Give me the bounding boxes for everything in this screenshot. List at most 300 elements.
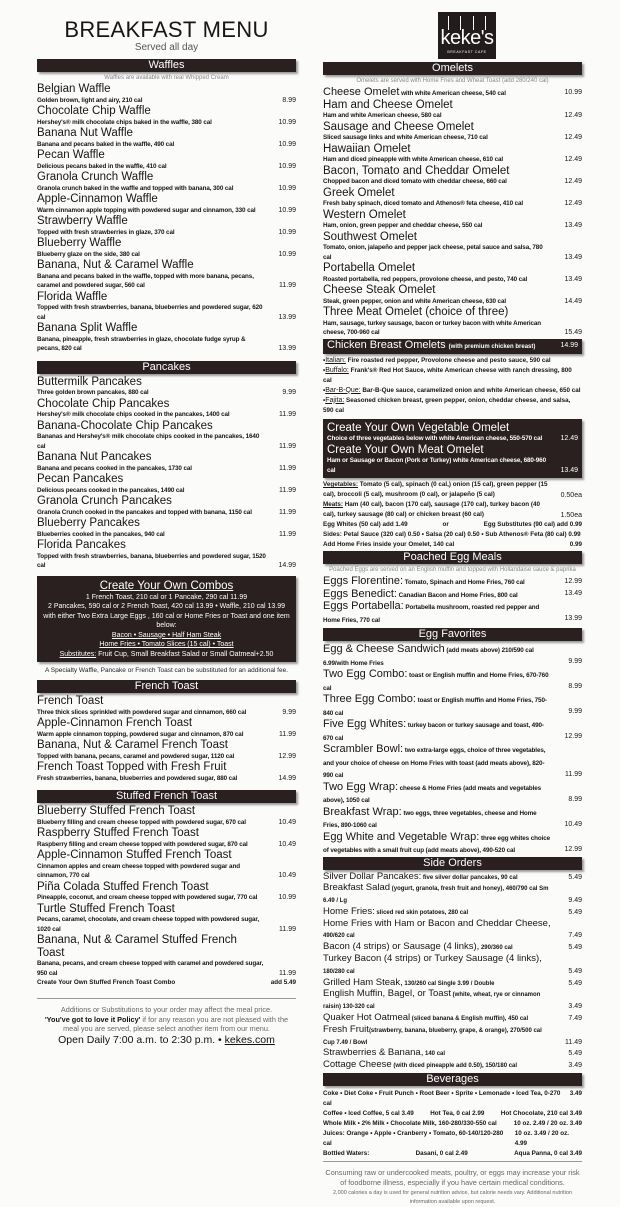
section-header-stuffed: Stuffed French Toast <box>37 790 296 803</box>
item-name: Hawaiian Omelet <box>323 142 411 155</box>
item-price: 11.99 <box>279 486 296 494</box>
item-price: 11.99 <box>565 770 582 778</box>
item-description: (yogurt, granola, fresh fruit and honey), 460/790 cal Sm 6.49 / Lg <box>323 886 549 905</box>
section-header-poached: Poached Egg Meals <box>323 551 582 564</box>
page-title: BREAKFAST MENU <box>64 17 269 42</box>
chicken-subtitle: (with premium chicken breast) <box>448 343 536 350</box>
item-price: 14.49 <box>564 297 582 305</box>
item-price: 13.99 <box>278 345 296 352</box>
menu-item <box>37 376 296 398</box>
item-name: Banana Nut Waffle <box>37 127 133 139</box>
item-name: Cottage Cheese <box>323 1059 392 1071</box>
option-desc: Fire roasted red pepper, Provolone cheese and pesto sauce, 590 cal <box>345 356 551 364</box>
addon-text: Ham (40 cal), bacon (170 cal), sausage (170 cal), turkey bacon (40 cal), turkey sausage (80 cal) or chicken breast (60 cal) <box>323 501 540 518</box>
item-price: 13.49 <box>564 253 582 261</box>
chicken-omelet-option: •Bar-B-Que: Bar-B-Que sauce, caramelized onion and white American cheese, 650 cal <box>323 386 581 394</box>
item-name: Banana, Nut & Caramel Waffle <box>37 259 194 271</box>
item-name: Banana, Nut & Caramel French Toast <box>37 739 228 751</box>
item-price: 11.99 <box>279 925 296 933</box>
item-description: (add meats above) 210/590 cal 6.99/with Home Fries <box>323 647 534 667</box>
menu-item <box>37 451 296 473</box>
item-name: English Muffin, Bagel, or Toast <box>323 988 451 1000</box>
beverage-row <box>323 1149 582 1159</box>
item-price: 12.49 <box>564 200 582 207</box>
item-description: Tomato, onion, jalapeño and pepper jack cheese, petal sauce and salsa, 780 cal <box>323 244 543 261</box>
addon-price: 1.50ea <box>560 511 582 519</box>
item-name: Chocolate Chip Waffle <box>37 105 151 117</box>
menu-item <box>37 517 296 539</box>
side-item <box>323 989 582 1013</box>
item-price: 10.99 <box>278 250 296 258</box>
footer-line: Additions or Substitutions to your order may affect the meal price. <box>60 1005 273 1014</box>
menu-item <box>323 693 582 718</box>
item-name: Blueberry Stuffed French Toast <box>37 805 196 817</box>
item-price: 10.49 <box>278 840 296 848</box>
option-desc: Bar-B-Que sauce, caramelized onion and white American cheese, 650 cal <box>360 386 581 394</box>
item-price: 12.99 <box>564 577 582 585</box>
option-name: Bar-B-Que: <box>325 386 361 394</box>
item-description: two extra-large eggs, choice of three vegetables, and your choice of cheese on Home Fries with toast (add meats above), 820-990 cal <box>323 747 546 779</box>
menu-item <box>323 209 582 231</box>
stuffed-combo <box>37 978 296 988</box>
menu-item <box>37 149 296 171</box>
combo-label: Create Your Own Stuffed French Toast Combo <box>37 979 176 986</box>
addon-sides: Sides: Petal Sauce (320 cal) 0.50 • Salsa (20 cal) 0.50 • Sub Athenos® Feta (80 cal) 0.99 <box>323 531 581 538</box>
food-safety: Consuming raw or undercooked meats, poultry, or eggs may increase your risk of foodborne illness, especially if you have certain medical conditions. <box>325 1168 580 1187</box>
item-name: Eggs Benedict: <box>323 587 397 600</box>
item-description: Granola crunch baked in the waffle and topped with banana, 300 cal <box>37 184 234 192</box>
item-name: Three Egg Combo: <box>323 693 416 705</box>
section-header-waffles: Waffles <box>37 59 296 72</box>
item-name: Breakfast Wrap: <box>323 805 402 818</box>
item-price: 10.99 <box>278 140 296 148</box>
website-link[interactable]: kekes.com <box>224 1033 275 1046</box>
menu-item <box>37 717 296 739</box>
item-description: Bananas and Hershey's® milk chocolate chips cooked in the pancakes, 1640 cal <box>37 433 260 450</box>
beverage-cell: Juices: Orange • Apple • Cranberry • Tomato, 60-140/120-280 cal <box>323 1130 504 1148</box>
item-price: 11.49 <box>565 1038 582 1046</box>
item-description: Delicious pecans baked in the waffle, 410 cal <box>37 162 167 170</box>
item-price: 5.49 <box>568 1050 582 1058</box>
menu-item <box>37 420 296 452</box>
item-price: 10.49 <box>278 872 296 879</box>
create-omelet-item <box>327 444 578 476</box>
menu-item <box>323 143 582 165</box>
footer-policy-text: if for any reason you are not pleased with the meal you are served, please select another item from our menu. <box>63 1014 289 1033</box>
home-fries-price: 0.99 <box>569 541 582 548</box>
item-price: 13.49 <box>564 275 582 283</box>
item-price: 12.49 <box>564 134 582 141</box>
menu-item <box>37 761 296 783</box>
item-price: 9.49 <box>568 897 582 905</box>
create-omelet-item <box>327 422 578 444</box>
item-description: Ham, sausage, turkey sausage, bacon or turkey bacon with white American cheese, 700-960 cal <box>323 319 542 336</box>
item-description: Topped with fresh strawberries, banana, blueberries and powdered sugar, 620 cal <box>37 304 263 321</box>
left-column <box>37 0 296 1047</box>
item-name: Home Fries: <box>323 905 375 917</box>
menu-item <box>37 237 296 259</box>
item-description: Roasted portabella, red peppers, provolone cheese, and pesto, 740 cal <box>323 275 528 283</box>
item-description: Topped with banana, pecans, caramel and powdered sugar, 1120 cal <box>37 752 235 760</box>
item-description: 490/620 cal <box>323 933 355 940</box>
combos-title: Create Your Own Combos <box>99 579 234 592</box>
item-description: Banana, pecans, and cream cheese topped with caramel and powdered sugar, 950 cal <box>37 960 264 977</box>
chicken-price: 14.99 <box>560 341 578 349</box>
item-name: Banana, Nut & Caramel Stuffed French Toast <box>37 934 237 959</box>
addon-label: Meats: <box>323 501 343 508</box>
section-note: Poached Eggs are served on an English muffin and topped with Hollandaise sauce & paprika <box>329 567 576 573</box>
menu-item <box>37 83 296 105</box>
menu-item <box>323 99 582 121</box>
menu-item <box>323 165 582 187</box>
item-price: 11.99 <box>279 442 296 450</box>
item-name: Florida Waffle <box>37 290 108 303</box>
item-description: Ham, onion, green pepper and cheddar cheese, 550 cal <box>323 222 483 229</box>
item-name: Grilled Ham Steak, <box>323 976 403 988</box>
item-description: 130/260 cal Single 3.99 / Double <box>402 980 495 987</box>
item-price: 7.49 <box>568 932 582 940</box>
item-price: 10.49 <box>564 820 582 828</box>
beverage-cell: Hot Chocolate, 210 cal 3.49 <box>500 1110 582 1118</box>
addon-vegetables <box>323 480 582 500</box>
item-name: Eggs Portabella: <box>323 600 404 612</box>
side-item <box>323 883 582 907</box>
item-description: Portabella mushroom, roasted red pepper and Home Fries, 770 cal <box>323 604 540 624</box>
menu-item <box>37 805 296 827</box>
kekes-logo <box>438 12 496 59</box>
item-description: Blueberry glaze on the side, 380 cal <box>37 250 140 258</box>
combos-line: with either Two Extra Large Eggs , 160 cal or Home Fries or Toast and one item below: <box>43 612 290 629</box>
option-name: Fajita: <box>325 396 345 404</box>
option-desc: Frank's® Red Hot Sauce, white American cheese with ranch dressing, 800 cal <box>323 366 572 384</box>
substitutes: Fruit Cup, Small Breakfast Salad or Small Oatmeal+2.50 <box>98 650 274 658</box>
item-price: 8.99 <box>568 795 582 803</box>
combo-price: add 5.49 <box>270 979 296 986</box>
footer-right <box>323 1168 582 1207</box>
item-price: 13.49 <box>564 222 582 229</box>
option-desc: Seasoned chicken breast, green pepper, onion, cheddar cheese, and salsa, 590 cal <box>323 396 571 414</box>
item-price: 11.99 <box>279 411 296 418</box>
item-price: 5.49 <box>568 967 582 975</box>
item-price: 12.99 <box>278 752 296 760</box>
menu-item <box>37 495 296 517</box>
item-price: 15.49 <box>564 329 582 336</box>
create-omelet-box <box>323 419 582 479</box>
menu-item <box>37 193 296 215</box>
item-price: 3.49 <box>568 1062 582 1070</box>
item-name: Three Meat Omelet (choice of three) <box>323 306 509 318</box>
item-price: 11.99 <box>279 730 296 738</box>
menu-item <box>323 575 582 588</box>
item-price: 9.99 <box>568 658 582 665</box>
item-price: 13.99 <box>278 313 296 321</box>
item-description: Banana and pecans baked in the waffle, 490 cal <box>37 140 175 148</box>
or: or <box>442 521 449 528</box>
menu-item <box>37 105 296 127</box>
item-name: Create Your Own Meat Omelet <box>327 443 484 456</box>
beverage-cell: Aqua Panna, 0 cal 3.49 <box>514 1150 582 1158</box>
section-header-omelets: Omelets <box>323 62 582 75</box>
item-description: (strawberry, banana, blueberry, grape, & orange), 270/500 cal Cup 7.49 / Bowl <box>323 1027 542 1046</box>
item-price: 10.99 <box>278 118 296 126</box>
beverage-cell: Coffee • Iced Coffee, 5 cal 3.49 <box>323 1110 414 1118</box>
item-name: Southwest Omelet <box>323 230 417 243</box>
beverage-cell: 10 oz. 3.49 / 20 oz. 4.99 <box>514 1130 570 1148</box>
chicken-title: Chicken Breast Omelets <box>327 338 446 351</box>
section-header-beverages: Beverages <box>323 1073 582 1086</box>
menu-item <box>37 215 296 237</box>
item-name: Blueberry Waffle <box>37 237 122 249</box>
item-name: Apple-Cinnamon Stuffed French Toast <box>37 849 232 861</box>
item-price: 12.99 <box>564 733 582 740</box>
item-description: Delicious pecans cooked in the pancakes, 1490 cal <box>37 486 185 494</box>
item-description: Three golden brown pancakes, 880 cal <box>37 389 149 396</box>
item-name: Strawberries & Banana, <box>323 1047 424 1059</box>
menu-item <box>323 668 582 693</box>
beverage-row <box>323 1109 582 1119</box>
item-name: Bacon, Tomato and Cheddar Omelet <box>323 164 510 177</box>
section-header-pancakes: Pancakes <box>37 361 296 374</box>
egg-whites: Egg Whites (50 cal) add 1.49 <box>323 521 408 528</box>
menu-item <box>323 781 582 806</box>
item-name: Portabella Omelet <box>323 262 416 274</box>
menu-item <box>323 743 582 781</box>
item-price: 3.49 <box>568 1003 582 1011</box>
item-description: Hershey's® milk chocolate chips cooked in the pancakes, 1400 cal <box>37 411 230 418</box>
item-description: Banana and pecans baked in the waffle, topped with more banana, pecans, caramel and powdered sugar, 560 cal <box>37 272 254 289</box>
item-description: Blueberries cooked in the pancakes, 940 cal <box>37 530 165 538</box>
calorie-note: 2,000 calories a day is used for general nutrition advice, but calorie needs vary. Additional nutrition information available upon request. <box>333 1190 572 1206</box>
addon-label: Vegetables: <box>323 481 358 488</box>
footer-left <box>37 1005 296 1047</box>
item-description: 180/280 cal <box>323 968 355 975</box>
addon-price: 0.50ea <box>560 491 582 499</box>
menu-item <box>37 291 296 323</box>
item-description: Warm cinnamon apple topping with powdered sugar and cinnamon, 330 cal <box>37 206 256 214</box>
beverage-cell: Coke • Diet Coke • Fruit Punch • Root Beer • Sprite • Lemonade • Iced Tea, 0-270 cal <box>323 1090 561 1108</box>
item-name: Western Omelet <box>323 208 406 221</box>
addon-meats <box>323 500 582 520</box>
item-name: Banana Nut Pancakes <box>37 451 152 463</box>
item-description: Warm apple cinnamon topping, powdered sugar and cinnamon, 870 cal <box>37 730 244 738</box>
menu-item <box>37 695 296 717</box>
beverage-cell: 10 oz. 2.49 / 20 oz. 3.49 <box>513 1120 582 1128</box>
item-name: Cheese Steak Omelet <box>323 284 436 296</box>
item-name: Banana-Chocolate Chip Pancakes <box>37 419 213 432</box>
item-description: Granola Crunch cooked in the pancakes and topped with banana, 1150 cal <box>37 508 252 516</box>
combos-box <box>37 576 296 663</box>
menu-item <box>323 231 582 263</box>
beverage-cell: Hot Tea, 0 cal 2.99 <box>430 1110 485 1118</box>
item-price: 10.99 <box>278 206 296 214</box>
item-name: Granola Crunch Pancakes <box>37 495 172 507</box>
item-description: (with diced pineapple add 0.50), 150/180 cal <box>391 1063 518 1070</box>
section-header-sides: Side Orders <box>323 857 582 870</box>
item-name: Turkey Bacon (4 strips) or Turkey Sausage (4 links), <box>323 953 542 965</box>
item-description: Sliced sausage links and white American cheese, 710 cal <box>323 134 488 141</box>
menu-item <box>37 539 296 571</box>
item-description: Ham and white American cheese, 580 cal <box>323 112 442 119</box>
item-price: 10.99 <box>564 88 582 96</box>
menu-item <box>323 306 582 338</box>
item-name: Chocolate Chip Pancakes <box>37 397 170 410</box>
item-description: Canadian Bacon and Home Fries, 800 cal <box>397 591 518 599</box>
item-description: Fresh strawberries, banana, blueberries and powdered sugar, 880 cal <box>37 774 238 782</box>
item-name: French Toast Topped with Fresh Fruit <box>37 761 227 773</box>
item-name: Belgian Waffle <box>37 83 111 95</box>
item-price: 14.99 <box>278 774 296 782</box>
item-name: Pecan Pancakes <box>37 473 124 485</box>
item-name: Quaker Hot Oatmeal <box>323 1012 411 1024</box>
item-name: Two Egg Wrap: <box>323 780 398 793</box>
item-price: 9.99 <box>568 708 582 715</box>
chicken-omelet-option: •Fajita: Seasoned chicken breast, green pepper, onion, cheddar cheese, and salsa, 590 cal <box>323 396 571 414</box>
menu-item <box>37 398 296 420</box>
item-description: Pecans, caramel, chocolate, and cream cheese topped with powdered sugar, 1020 cal <box>37 916 260 933</box>
item-description: three egg whites choice of vegetables with a small fruit cup (add meats above), 490-520 cal <box>323 834 551 854</box>
item-description: two eggs, three vegetables, cheese and Home Fries, 890-1060 cal <box>323 809 537 829</box>
item-price: 10.99 <box>278 184 296 192</box>
beverage-cell: Bottled Waters: <box>323 1150 370 1158</box>
menu-item <box>37 739 296 761</box>
item-price: 12.49 <box>564 156 582 163</box>
item-price: 12.49 <box>564 178 582 185</box>
item-price: 13.49 <box>560 466 578 474</box>
section-header-french_toast: French Toast <box>37 680 296 693</box>
item-name: Granola Crunch Waffle <box>37 171 154 183</box>
menu-item <box>323 262 582 284</box>
item-description: sliced red skin potatoes, 280 cal <box>374 909 469 916</box>
item-description: Cinnamon apples and cream cheese topped with powdered sugar and cinnamon, 770 cal <box>37 862 240 879</box>
item-price: 8.99 <box>568 683 582 690</box>
item-price: 10.99 <box>278 162 296 170</box>
option-name: Italian: <box>325 356 346 364</box>
section-note: Waffles are available with real Whipped Cream <box>104 75 229 81</box>
menu-item <box>323 588 582 601</box>
item-name: Pecan Waffle <box>37 149 105 161</box>
item-description: Fresh baby spinach, diced tomato and Athenos® feta cheese, 410 cal <box>323 200 524 207</box>
beverage-cell: Whole Milk • 2% Milk • Chocolate Milk, 160-280/330-550 cal <box>323 1120 497 1128</box>
substitutes-label: Substitutes: <box>59 650 97 658</box>
chicken-omelet-option: •Buffalo: Frank's® Red Hot Sauce, white American cheese with ranch dressing, 800 cal <box>323 366 572 384</box>
menu-item <box>37 881 296 903</box>
addon-text: Tomato (5 cal), spinach (0 cal,) onion (15 cal), green pepper (15 cal), broccoli (5 cal), mushroom (0 cal), or jalapeño (5 cal) <box>323 481 548 498</box>
subtitle: Served all day <box>134 42 199 53</box>
addon-home-fries <box>323 540 582 550</box>
item-price: 11.99 <box>279 464 296 472</box>
menu-item <box>37 934 296 978</box>
side-item <box>323 1025 582 1049</box>
item-name: Scrambler Bowl: <box>323 743 404 755</box>
item-description: Pineapple, coconut, and cream cheese topped with powdered sugar, 770 cal <box>37 894 258 901</box>
menu-item <box>323 643 582 668</box>
item-description: 290/360 cal <box>479 945 513 952</box>
side-item <box>323 919 582 943</box>
logo-word: keke's <box>440 27 494 49</box>
side-item <box>323 1060 582 1072</box>
item-name: Cheese Omelet <box>323 86 400 98</box>
menu-item <box>323 284 582 306</box>
item-name: Apple-Cinnamon French Toast <box>37 717 193 729</box>
divider <box>37 998 296 999</box>
item-name: Greek Omelet <box>323 186 395 199</box>
item-price: 5.49 <box>568 908 582 916</box>
item-description: Blueberry filling and cream cheese topped with powdered sugar, 670 cal <box>37 818 246 826</box>
section-header-chicken <box>323 339 582 354</box>
item-price: 11.99 <box>279 969 296 977</box>
item-description: Tomato, Spinach and Home Fries, 760 cal <box>403 579 525 586</box>
item-price: 12.49 <box>560 435 578 442</box>
item-name: Turtle Stuffed French Toast <box>37 902 175 915</box>
addon-eggs <box>323 520 582 530</box>
hours: Open Daily 7:00 a.m. to 2:30 p.m. • <box>58 1033 225 1046</box>
divider <box>323 1161 582 1162</box>
beverage-cell: Dasani, 0 cal 2.49 <box>415 1150 468 1158</box>
item-description: Raspberry filling and cream cheese topped with powdered sugar, 870 cal <box>37 840 248 848</box>
menu-item <box>37 322 296 354</box>
menu-item <box>37 127 296 149</box>
item-description: Choice of three vegetables below with white American cheese, 550-570 cal <box>327 435 543 442</box>
chicken-omelet-option: •Italian: Fire roasted red pepper, Provolone cheese and pesto sauce, 590 cal <box>323 356 551 364</box>
item-description: (white, wheat, rye or cinnamon raisin) 130-320 cal <box>323 992 541 1011</box>
item-name: Bacon (4 strips) or Sausage (4 links), <box>323 941 480 953</box>
item-description: Hershey's® milk chocolate chips baked in the waffle, 380 cal <box>37 118 212 126</box>
menu-item <box>37 171 296 193</box>
menu-item <box>323 806 582 831</box>
menu-item <box>37 259 296 291</box>
menu-item <box>37 903 296 935</box>
item-description: Banana, pineapple, fresh strawberries in glaze, chocolate fudge syrup & pecans, 820 cal <box>37 335 246 352</box>
item-description: Chopped bacon and diced tomato with cheddar cheese, 660 cal <box>323 178 507 185</box>
combos-note: A Specialty Waffle, Pancake or French Toast can be substituted for an additional fee. <box>44 667 289 674</box>
item-description: Ham and diced pineapple with white American cheese, 610 cal <box>323 156 504 163</box>
item-name: French Toast <box>37 695 104 707</box>
item-price: 10.49 <box>278 818 296 826</box>
item-name: Florida Pancakes <box>37 539 126 551</box>
side-item <box>323 954 582 978</box>
item-price: 13.99 <box>564 615 582 622</box>
item-name: Piña Colada Stuffed French Toast <box>37 880 209 893</box>
menu-item <box>323 600 582 625</box>
menu-item <box>323 86 582 99</box>
menu-item <box>323 718 582 743</box>
item-description: (sliced banana & English muffin), 450 cal <box>410 1016 529 1023</box>
item-description: Golden brown, light and airy, 210 cal <box>37 96 143 104</box>
section-note: Omelets are served with Home Fries and Wheat Toast (add 280/240 cal) <box>356 78 549 84</box>
item-description: with white American cheese, 540 cal <box>399 90 506 97</box>
combos-choice: Home Fries • Tomato Slices (15 cal) • Toast <box>99 641 234 648</box>
item-price: 5.49 <box>568 873 582 881</box>
item-description: 140 cal <box>423 1051 446 1058</box>
item-description: Three thick slices sprinkled with powdered sugar and cinnamon, 660 cal <box>37 708 247 716</box>
item-name: Raspberry Stuffed French Toast <box>37 827 199 839</box>
item-price: 14.99 <box>278 562 296 569</box>
menu-item <box>37 473 296 495</box>
logo-tagline: BREAKFAST CAFE <box>447 50 487 54</box>
item-name: Eggs Florentine: <box>323 575 404 587</box>
item-price: 5.49 <box>568 979 582 987</box>
beverage-row <box>323 1129 582 1149</box>
item-description: turkey bacon or turkey sausage and toast, 490-670 cal <box>323 722 544 742</box>
item-description: five silver dollar pancakes, 90 cal <box>421 874 518 881</box>
beverage-row <box>323 1119 582 1129</box>
item-name: Silver Dollar Pancakes: <box>323 870 422 882</box>
item-name: Two Egg Combo: <box>323 668 408 680</box>
item-price: 10.99 <box>278 228 296 236</box>
home-fries: Add Home Fries inside your Omelet, 140 cal <box>323 541 455 548</box>
item-name: Strawberry Waffle <box>37 215 128 227</box>
combos-line: 2 Pancakes, 590 cal or 2 French Toast, 420 cal 13.99 • Waffle, 210 cal 13.99 <box>48 603 285 610</box>
